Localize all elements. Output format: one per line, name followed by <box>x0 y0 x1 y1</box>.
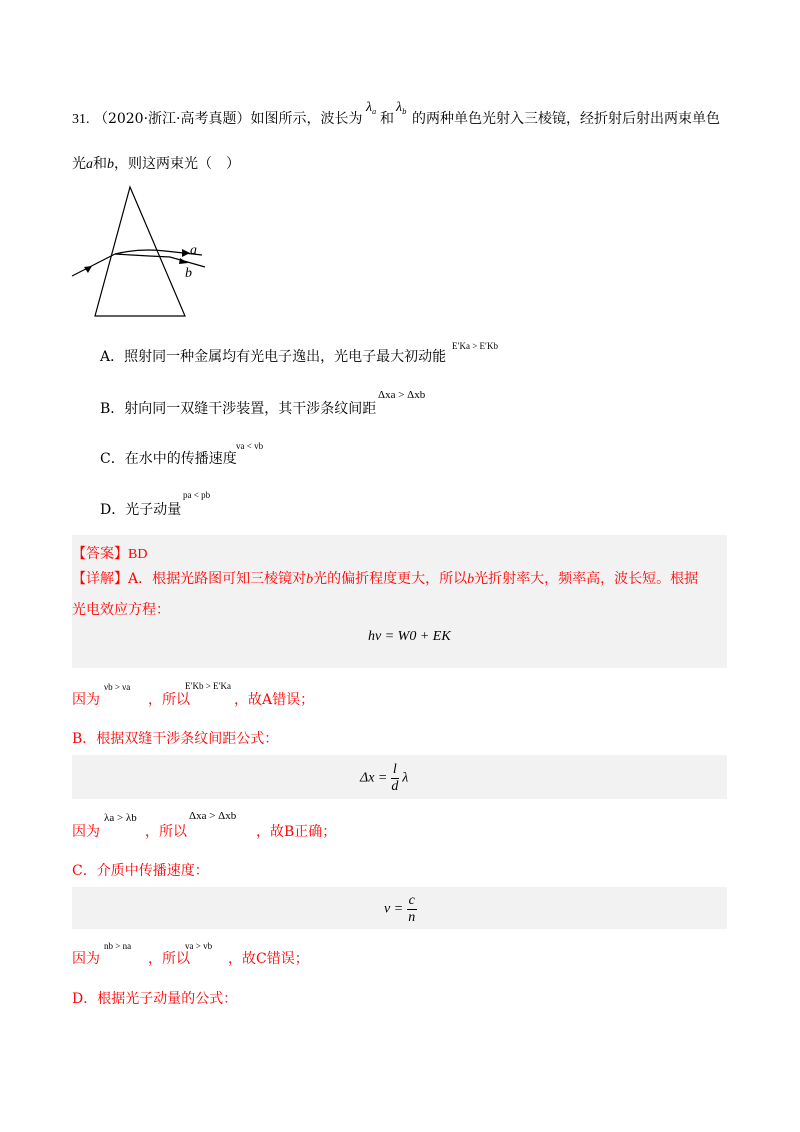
detail-prefix: 【详解】 <box>72 571 128 587</box>
option-c[interactable] <box>100 452 237 466</box>
explain-b-end: ，故B正确； <box>256 824 337 840</box>
ray-b-label: b <box>185 266 192 281</box>
answer-line <box>72 547 147 562</box>
option-b-label: B．射向同一双缝干涉装置，其干涉条纹间距 <box>100 401 377 417</box>
explain-d-title: D．根据光子动量的公式： <box>72 991 238 1007</box>
option-b[interactable] <box>100 402 376 416</box>
explain-c-so: ，所以 <box>148 951 190 967</box>
explain-b-formula-1: λa > λb <box>104 812 137 824</box>
explain-a-because: 因为 <box>72 692 100 708</box>
explain-b-formula-2: Δxa > Δxb <box>189 810 237 822</box>
ray-a-label: a <box>190 243 197 258</box>
ray-a-arrow <box>182 249 190 257</box>
explain-a-formula-2: E′Kb > E′Ka <box>185 681 232 691</box>
detail-line-1: 【详解】A．根据光路图可知三棱镜对b光的偏折程度更大，所以b光折射率大，频率高，波长短。根据 <box>72 571 699 587</box>
explain-a-end: ，故A错误； <box>234 692 315 708</box>
question-line-2: 光a和b，则这两束光（ ） <box>72 156 240 172</box>
answer-block <box>72 535 727 668</box>
ray-b-arrow <box>179 258 188 264</box>
option-b-formula: Δxa > Δxb <box>378 389 426 401</box>
explain-b-because: 因为 <box>72 824 100 840</box>
option-c-label: C．在水中的传播速度 <box>100 451 237 467</box>
option-d-label: D．光子动量 <box>100 502 182 518</box>
option-a-formula: E′Ka > E′Kb <box>452 341 499 351</box>
explain-a-formula-1: νb > νa <box>104 682 131 692</box>
question-line-1 <box>72 112 362 127</box>
ray-b-ref: b <box>107 157 114 172</box>
option-d[interactable] <box>100 503 181 517</box>
prism-diagram <box>70 185 220 325</box>
fringe-spacing-equation: Δx = $\frac{l}{d}$ λ <box>360 762 409 794</box>
question-text-1: 如图所示，波长为 <box>250 111 363 127</box>
option-a-label: A．照射同一种金属均有光电子逸出，光电子最大初动能 <box>100 349 447 365</box>
question-source: （2020·浙江·高考真题） <box>93 111 251 127</box>
explain-b-so: ，所以 <box>145 824 187 840</box>
explain-b-title: B．根据双缝干涉条纹间距公式： <box>72 731 279 747</box>
photoelectric-equation: hν = W0 + EK <box>368 629 451 644</box>
question-and: 和 <box>380 111 394 127</box>
answer-value: BD <box>128 547 148 562</box>
speed-equation: v = $\frac{c}{n}$ <box>384 893 416 925</box>
question-number: 31. <box>72 112 90 127</box>
lambda-b-symbol: $\lambda_b$ <box>396 100 407 116</box>
option-a[interactable] <box>100 350 446 364</box>
option-c-formula: va < vb <box>236 441 264 451</box>
explain-c-formula-2: va > vb <box>185 941 213 951</box>
explain-c-because: 因为 <box>72 951 100 967</box>
explain-c-end: ，故C错误； <box>228 951 309 967</box>
detail-line-2: 光电效应方程： <box>72 602 170 618</box>
answer-prefix: 【答案】 <box>72 546 128 562</box>
option-d-formula: pa < pb <box>183 490 211 500</box>
explain-a-so: ，所以 <box>148 692 190 708</box>
lambda-a-symbol: $\lambda_a$ <box>366 100 377 116</box>
ray-a-ref: a <box>86 157 93 172</box>
question-text-2: 的两种单色光射入三棱镜，经折射后射出两束单色 <box>412 111 720 127</box>
explain-c-title: C．介质中传播速度： <box>72 863 209 879</box>
explain-c-formula-1: nb > na <box>104 941 132 951</box>
